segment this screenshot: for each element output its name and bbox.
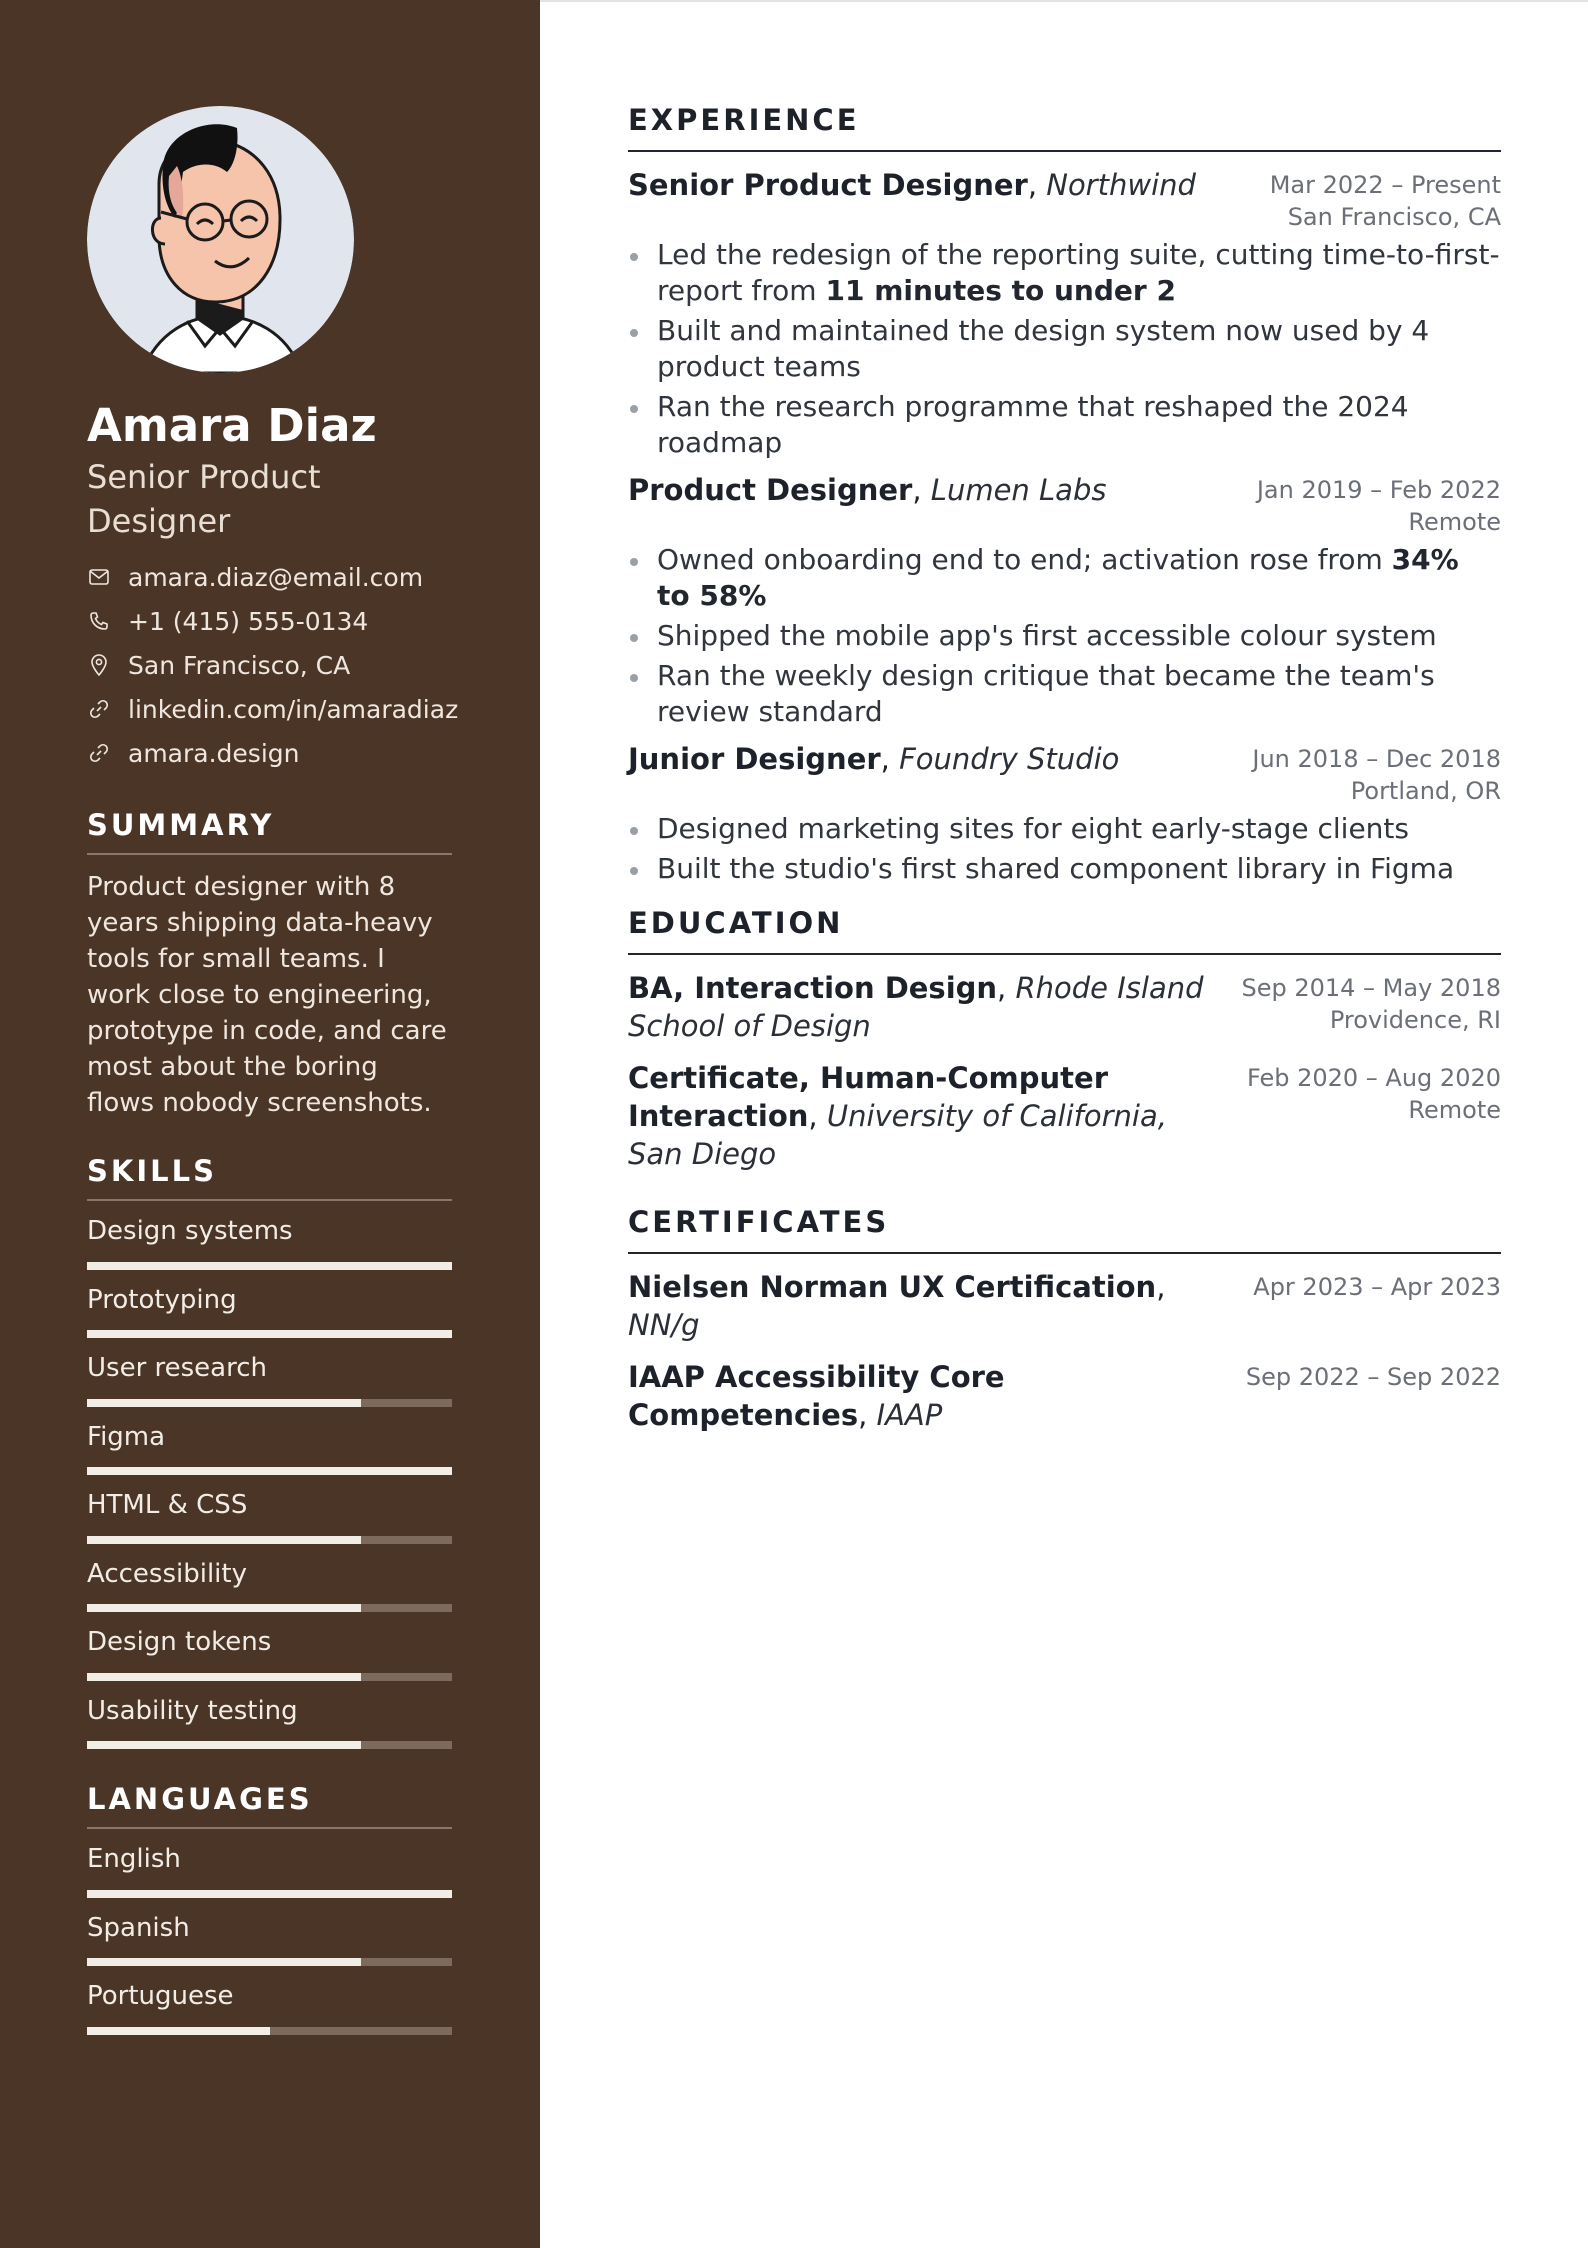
skill-row (87, 1681, 452, 1750)
language-bar-fill (87, 1890, 452, 1898)
entry-dates: Sep 2022 – Sep 2022 (1245, 1363, 1501, 1391)
entry-title: Junior Designer, Foundry Studio (628, 742, 1120, 776)
bullet-item (628, 811, 1501, 847)
language-row (87, 1829, 452, 1898)
skill-bar (87, 1536, 452, 1544)
profile-role: Senior Product Designer (87, 458, 321, 540)
languages-heading: LANGUAGES (87, 1779, 452, 1829)
contact-linkedin-text: linkedin.com/in/amaradiaz (128, 694, 459, 724)
profile-name: Amara Diaz (87, 399, 377, 452)
job-title: Product Designer (628, 473, 913, 507)
sidebar (0, 0, 540, 2248)
bullet-highlight: 11 minutes to under 2 (825, 274, 1176, 307)
skill-bar-fill (87, 1399, 361, 1407)
skills-section (87, 1151, 452, 1749)
company-name: Lumen Labs (930, 473, 1107, 507)
location-icon (87, 653, 111, 677)
experience-entry (628, 166, 1501, 461)
language-bar-fill (87, 2027, 270, 2035)
language-row (87, 1966, 452, 2035)
skill-label: User research (87, 1353, 268, 1383)
entry-location: Portland, OR (1350, 777, 1501, 805)
skill-label: Design tokens (87, 1627, 272, 1657)
contact-location-text: San Francisco, CA (128, 650, 351, 680)
bullet-text: Ran the weekly design critique that became the team's review standard (657, 659, 1435, 728)
entry-dates: Feb 2020 – Aug 2020 (1246, 1064, 1501, 1092)
contact-website[interactable] (87, 731, 507, 775)
contact-email[interactable] (87, 555, 507, 599)
certificates-section (628, 1202, 1501, 1434)
language-bar (87, 2027, 452, 2035)
summary-heading: SUMMARY (87, 805, 452, 855)
bullet-text: Led the redesign of the reporting suite, cutting time-to-first-report from (657, 238, 1500, 307)
skill-row (87, 1270, 452, 1339)
avatar (87, 106, 354, 373)
skill-label: Design systems (87, 1216, 293, 1246)
skill-label: Figma (87, 1421, 166, 1452)
institution-name: University of California, San Diego (628, 1099, 1167, 1171)
contact-location (87, 643, 507, 687)
skill-bar-fill (87, 1673, 361, 1681)
languages-section (87, 1779, 452, 2035)
entry-meta (1257, 471, 1501, 538)
skill-bar-fill (87, 1330, 452, 1338)
entry-title: Senior Product Designer, Northwind (628, 168, 1196, 202)
bullet-text: Designed marketing sites for eight early-stage clients (657, 812, 1409, 845)
entry-meta (1270, 166, 1501, 233)
entry-location: Remote (1408, 1096, 1501, 1124)
entry-location: San Francisco, CA (1287, 203, 1501, 231)
skill-label: HTML & CSS (87, 1490, 248, 1520)
bullet-item (628, 389, 1501, 461)
language-label: English (87, 1844, 181, 1874)
entry-meta (1241, 969, 1501, 1036)
skill-bar (87, 1673, 452, 1681)
education-entry (628, 1059, 1501, 1173)
avatar-illustration-icon (87, 106, 354, 373)
entry-meta (1252, 740, 1501, 807)
bullet-item (628, 237, 1501, 309)
bullet-highlight: 34% to 58% (657, 543, 1459, 612)
company-name: Northwind (1046, 168, 1196, 202)
language-label: Spanish (87, 1912, 190, 1943)
skill-bar-fill (87, 1467, 452, 1475)
bullet-list (628, 811, 1501, 887)
bullet-item (628, 658, 1501, 730)
language-label: Portuguese (87, 1981, 234, 2011)
skill-bar (87, 1741, 452, 1749)
education-heading: EDUCATION (628, 903, 1501, 955)
skills-heading: SKILLS (87, 1151, 452, 1201)
entry-meta (1246, 1358, 1501, 1393)
certificate-title: IAAP Accessibility Core Competencies (628, 1360, 1005, 1432)
bullet-item (628, 851, 1501, 887)
entry-meta (1253, 1268, 1501, 1303)
certificates-heading: CERTIFICATES (628, 1202, 1501, 1254)
education-section (628, 903, 1501, 1173)
contact-linkedin[interactable] (87, 687, 507, 731)
entry-title: BA, Interaction Design, Rhode Island School of Design (628, 971, 1204, 1043)
entry-dates: Apr 2023 – Apr 2023 (1253, 1273, 1501, 1301)
education-entry (628, 969, 1501, 1045)
job-title: Junior Designer (628, 742, 881, 776)
skill-row (87, 1612, 452, 1681)
skill-bar-fill (87, 1536, 361, 1544)
skill-row (87, 1407, 452, 1476)
skill-bar (87, 1262, 452, 1270)
experience-section (628, 100, 1501, 891)
bullet-item (628, 618, 1501, 654)
skill-bar (87, 1604, 452, 1612)
bullet-text: Built the studio's first shared component library in Figma (657, 852, 1455, 885)
bullet-text: Built and maintained the design system now used by 4 product teams (657, 314, 1430, 383)
contact-list (87, 555, 507, 775)
language-bar-fill (87, 1958, 361, 1966)
certificate-title: Nielsen Norman UX Certification (628, 1270, 1157, 1304)
skill-bar (87, 1330, 452, 1338)
skill-row (87, 1338, 452, 1407)
skill-row (87, 1544, 452, 1613)
skill-bar (87, 1467, 452, 1475)
entry-meta (1247, 1059, 1501, 1126)
summary-text: Product designer with 8 years shipping data-heavy tools for small teams. I work close to engineering, prototype in code, and care most about the boring flows nobody screenshots. (87, 872, 447, 1118)
contact-website-text: amara.design (128, 738, 300, 768)
bullet-text: Shipped the mobile app's first accessible colour system (657, 619, 1437, 652)
bullet-item (628, 542, 1501, 614)
skill-label: Prototyping (87, 1284, 237, 1315)
degree-title: BA, Interaction Design (628, 971, 998, 1005)
skill-bar-fill (87, 1262, 452, 1270)
entry-dates: Jun 2018 – Dec 2018 (1252, 745, 1501, 773)
entry-title: Product Designer, Lumen Labs (628, 473, 1107, 507)
entry-location: Remote (1408, 508, 1501, 536)
entry-dates: Mar 2022 – Present (1269, 171, 1501, 199)
link-icon (87, 697, 111, 721)
contact-phone[interactable] (87, 599, 507, 643)
language-bar (87, 1958, 452, 1966)
bullet-item (628, 313, 1501, 385)
skill-row (87, 1201, 452, 1270)
skill-bar-fill (87, 1741, 361, 1749)
language-bar (87, 1890, 452, 1898)
entry-title: Nielsen Norman UX Certification, NN/g (628, 1270, 1166, 1342)
job-title: Senior Product Designer (628, 168, 1028, 202)
company-name: Foundry Studio (899, 742, 1120, 776)
entry-title: IAAP Accessibility Core Competencies, IAAP (628, 1360, 1005, 1432)
degree-title: Certificate, Human-Computer Interaction (628, 1061, 1109, 1133)
language-row (87, 1898, 452, 1967)
bullet-list (628, 542, 1501, 730)
entry-title: Certificate, Human-Computer Interaction, University of California, San Diego (628, 1061, 1167, 1171)
skills-list (87, 1201, 452, 1749)
phone-icon (87, 609, 111, 633)
institution-name: Rhode Island School of Design (628, 971, 1204, 1043)
summary-section (87, 805, 452, 1121)
languages-list (87, 1829, 452, 2035)
issuer-name: NN/g (628, 1308, 700, 1342)
certificate-entry (628, 1268, 1501, 1344)
certificate-entry (628, 1358, 1501, 1434)
bullet-list (628, 237, 1501, 461)
skill-bar (87, 1399, 452, 1407)
mail-icon (87, 565, 111, 589)
experience-entry (628, 471, 1501, 730)
skill-label: Usability testing (87, 1695, 298, 1726)
skill-label: Accessibility (87, 1558, 247, 1589)
issuer-name: IAAP (876, 1398, 943, 1432)
entry-dates: Jan 2019 – Feb 2022 (1256, 476, 1501, 504)
bullet-text: Owned onboarding end to end; activation rose from (657, 543, 1392, 576)
experience-heading: EXPERIENCE (628, 100, 1501, 152)
top-rule (540, 0, 1588, 2)
experience-entry (628, 740, 1501, 887)
link-icon (87, 741, 111, 765)
contact-phone-text: +1 (415) 555-0134 (128, 606, 369, 636)
bullet-text: Ran the research programme that reshaped the 2024 roadmap (657, 390, 1409, 459)
entry-location: Providence, RI (1329, 1006, 1501, 1034)
skill-bar-fill (87, 1604, 361, 1612)
contact-email-text: amara.diaz@email.com (128, 562, 424, 592)
skill-row (87, 1475, 452, 1544)
entry-dates: Sep 2014 – May 2018 (1241, 974, 1501, 1002)
